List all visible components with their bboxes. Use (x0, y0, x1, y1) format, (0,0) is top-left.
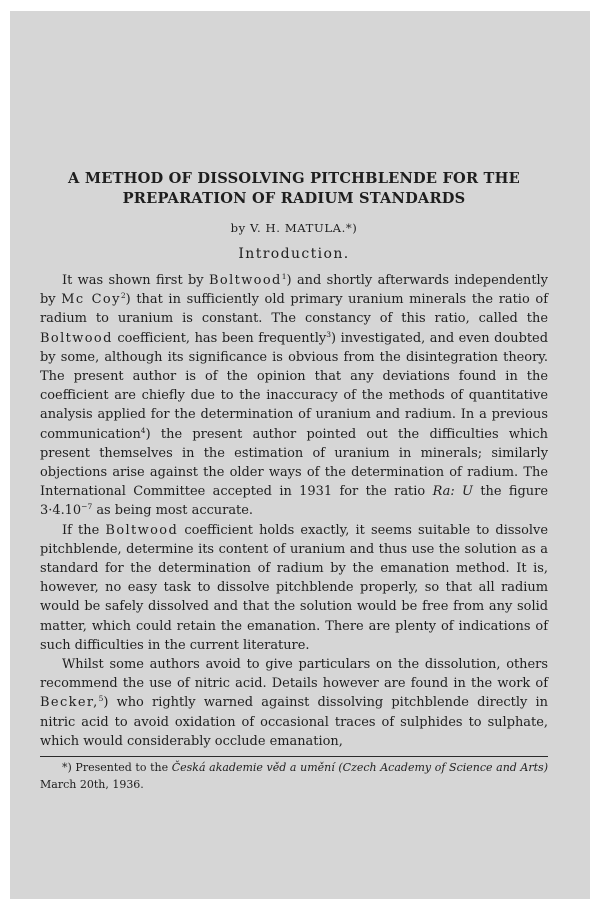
footnote: *) Presented to the Česká akademie věd a umění (Czech Academy of Science and Arts) March 20th, 1936. (40, 761, 548, 792)
reference-marker: 2 (120, 291, 126, 301)
section-heading: Introduction. (238, 246, 350, 262)
author-byline: by V. H. MATULA.*) (230, 221, 358, 235)
title-line-2: PREPARATION OF RADIUM STANDARDS (122, 190, 466, 207)
author-name: Mc Coy (61, 292, 121, 308)
footnote-institution: Česká akademie věd a umění (Czech Academy of Science and Arts) (171, 761, 548, 775)
title-line-1: A METHOD OF DISSOLVING PITCHBLENDE FOR THE (68, 170, 520, 187)
paragraph-1: It was shown first by Boltwood$^1$) and shortly afterwards independently by Mc Coy$^2$) that in sufficiently old primary uranium minerals the ratio of radium to uranium is constant. The constancy of this ratio, called the Boltwood coefficient, has been frequently$^3$) investigated, and even doubted by some, although its significance is obvious from the disintegration theory. The present author is of the opinion that any deviations found in the coefficient are chiefly due to the inaccuracy of the methods of quantitative analysis applied for the determination of uranium and radium. In a previous communication$^4$) the present author pointed out the difficulties which present themselves in the estimation of uranium in minerals; similarly objections arise against the older ways of the determination of radium. The International Committee accepted in 1931 for the ratio Ra: U the figure $3\cdot 4.10^{-7}$ as being most accurate. (40, 272, 548, 519)
author-name: Boltwood (105, 522, 179, 538)
author-name: Boltwood (40, 330, 113, 346)
paragraph-2: If the Boltwood coefficient holds exactly, it seems suitable to dissolve pitchblende, determine its content of uranium and thus use the solution as a standard for the determination of radium by the emanation method. It is, however, no easy task to dissolve pitchblende properly, so that all radium would be safely dissolved and that the solution would be free from any solid matter, which could retain the emanation. There are plenty of indications of such difficulties in the current literature. (40, 522, 549, 653)
ratio-symbol: Ra: U (432, 484, 473, 500)
article-title (40, 169, 548, 209)
author-name: Becker, (40, 695, 99, 711)
author-name: Boltwood (208, 273, 282, 288)
article (40, 169, 548, 793)
reference-marker: 1 (281, 272, 287, 281)
reference-marker: 3 (326, 329, 331, 339)
footnote-divider (40, 756, 548, 757)
document-page (10, 11, 590, 899)
reference-marker: 4 (140, 425, 146, 435)
body-text (40, 271, 548, 751)
paragraph-3: Whilst some authors avoid to give particulars on the dissolution, others recommend the use of nitric acid. Details however are found in the work of Becker,$^5$) who rightly warned against dissolving pitchblende directly in nitric acid to avoid oxidation of occasional traces of sulphides to sulphate, which would considerably occlude emanation, (40, 657, 548, 749)
reference-marker: 5 (98, 694, 104, 704)
exponent: −7 (81, 502, 93, 512)
